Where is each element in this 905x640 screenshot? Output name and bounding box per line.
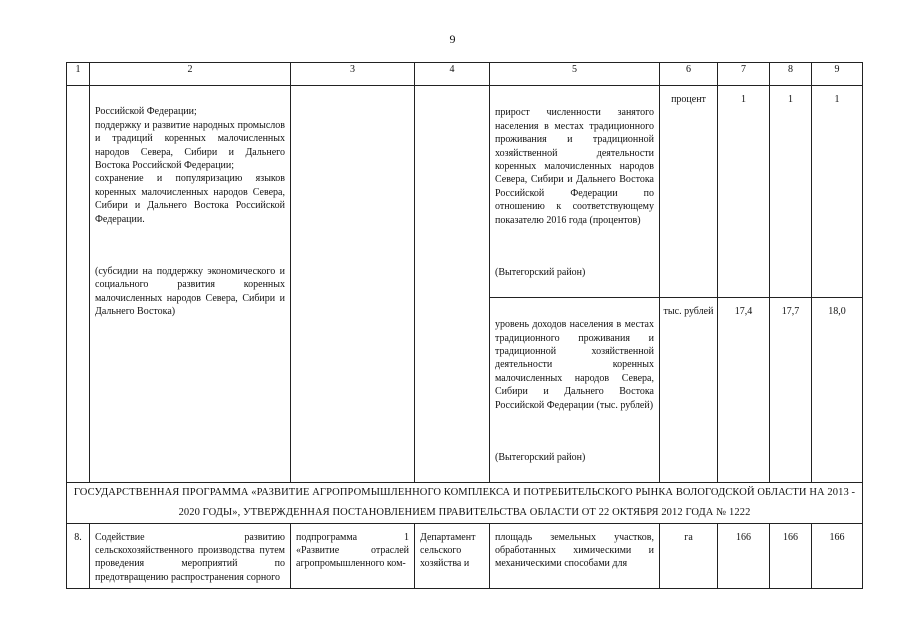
row-number-cell: [67, 86, 90, 483]
column-header: 7: [718, 63, 770, 86]
value-cell: [812, 86, 863, 298]
unit-text: га: [684, 531, 693, 543]
activity-cell: [90, 523, 291, 589]
value-text: 166: [829, 531, 845, 543]
unit-cell: [660, 86, 718, 298]
column-header: 8: [770, 63, 812, 86]
value-text: 1: [788, 94, 793, 105]
column-number-row: [67, 63, 863, 86]
value-cell: [812, 297, 863, 482]
activity-text: Российской Федерации; поддержку и развитие народных промыслов и традиций коренных малочисленных народов Севера, Сибири и Дальнего Востока Российской Федерации; сохранение и популяризацию языков коренных малочисленных народов Севера, Сибири и Дальнего Востока Российской Федерации.: [95, 106, 285, 225]
section-title: ГОСУДАРСТВЕННАЯ ПРОГРАММА «РАЗВИТИЕ АГРОПРОМЫШЛЕННОГО КОМПЛЕКСА И ПОТРЕБИТЕЛЬСКОГО РЫНКА ВОЛОГОДСКОЙ ОБЛАСТИ НА 2013 - 2020 ГОДЫ», УТВЕРЖДЕННАЯ ПОСТАНОВЛЕНИЕМ ПРАВИТЕЛЬСТВА ОБЛАСТИ ОТ 22 ОКТЯБРЯ 2012 ГОДА № 1222: [67, 482, 863, 523]
executor-cell: [415, 86, 490, 483]
page-number: 9: [449, 32, 456, 46]
column-header: 2: [90, 63, 291, 86]
column-header: 9: [812, 63, 863, 86]
subprogram-text: подпрограмма 1 «Развитие отраслей агропромышленного ком-: [296, 531, 409, 570]
executor-cell: [415, 523, 490, 589]
value-text: 166: [783, 531, 798, 543]
table-row: [67, 523, 863, 589]
value-cell: [718, 86, 770, 298]
column-header: 3: [291, 63, 415, 86]
column-header: 1: [67, 63, 90, 86]
unit-cell: [660, 523, 718, 589]
activity-text: Содействие развитию сельскохозяйственного производства путем проведения мероприятий по предотвращению распространения сорного: [95, 531, 285, 583]
row-number: 8.: [74, 531, 82, 543]
indicator-cell: [490, 523, 660, 589]
section-row: [67, 482, 863, 523]
indicator-name: прирост численности занятого населения в местах традиционного проживания и традиционной хозяйственной деятельности коренных малочисленных народов Севера, Сибири и Дальнего Востока Российской Федерации по отношению к соответствующему показателю 2016 года (процентов): [495, 107, 654, 226]
executor-text: Департамент сельского хозяйства и: [420, 531, 476, 570]
unit-text: тыс. рублей: [663, 305, 714, 317]
value-cell: [770, 86, 812, 298]
value-text: 1: [834, 94, 840, 105]
value-text: 1: [741, 94, 746, 105]
subprogram-cell: [291, 523, 415, 589]
value-cell: [812, 523, 863, 589]
column-header: 5: [490, 63, 660, 86]
value-text: 17,7: [781, 305, 800, 317]
value-cell: [770, 297, 812, 482]
unit-text: процент: [671, 94, 706, 105]
column-header: 4: [415, 63, 490, 86]
indicator-district: (Вытегорский район): [495, 451, 586, 463]
row-number-cell: [67, 523, 90, 589]
value-cell: [718, 297, 770, 482]
activity-note: (субсидии на поддержку экономического и социального развития коренных малочисленных народов Севера, Сибири и Дальнего Востока): [95, 265, 285, 318]
indicator-cell: [490, 297, 660, 482]
column-header: 6: [660, 63, 718, 86]
indicator-name: площадь земельных участков, обработанных химическими и механическими способами для: [495, 531, 654, 570]
activity-cell: [90, 86, 291, 483]
unit-cell: [660, 297, 718, 482]
value-text: 166: [736, 531, 751, 543]
indicator-name: уровень доходов населения в местах традиционного проживания и традиционной хозяйственной деятельности коренных малочисленных народов Севера, Сибири и Дальнего Востока Российской Федерации (тыс. рублей): [495, 319, 654, 411]
value-text: 17,4: [734, 305, 753, 317]
value-text: 18,0: [828, 305, 846, 317]
indicator-district: (Вытегорский район): [495, 266, 586, 278]
indicator-cell: [490, 86, 660, 298]
subprogram-cell: [291, 86, 415, 483]
program-table: [66, 62, 863, 589]
table-row: [67, 86, 863, 298]
value-cell: [718, 523, 770, 589]
value-cell: [770, 523, 812, 589]
